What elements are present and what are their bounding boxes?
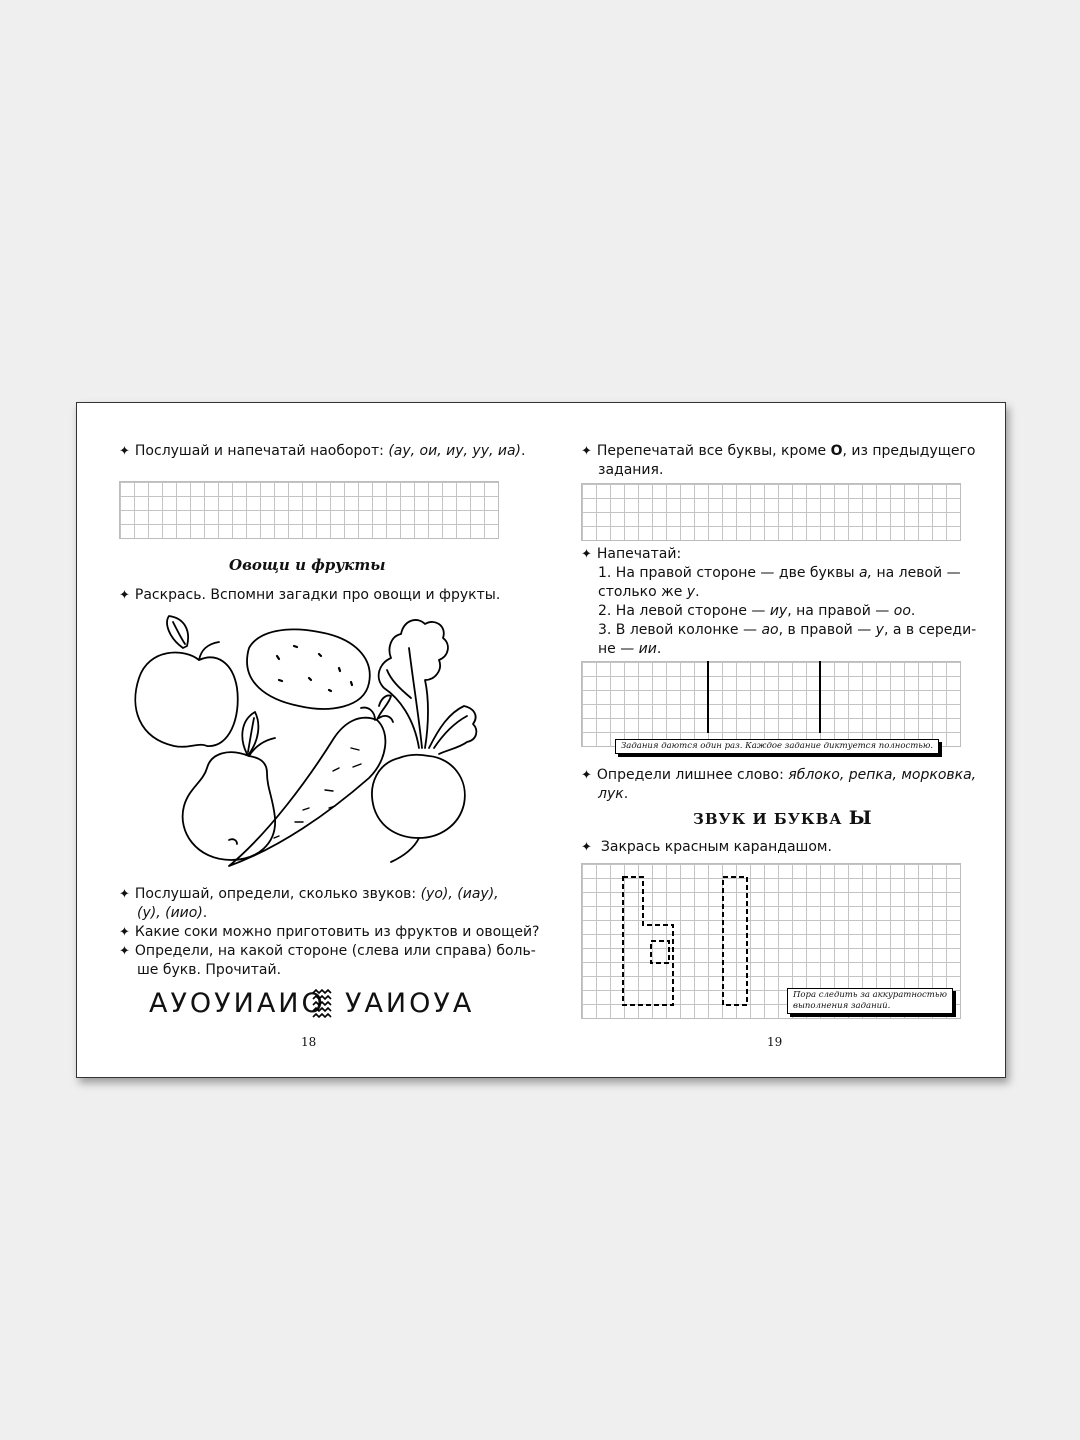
- book-spread: [76, 402, 1006, 1078]
- task-reverse: ✦ Послушай и напечатай наоборот: (ау, ои, иу, уу, иа).: [119, 443, 526, 459]
- answer-grid-columns[interactable]: [581, 661, 961, 747]
- page-number: 18: [301, 1035, 317, 1049]
- four-point-star-icon: ✦: [119, 588, 130, 603]
- right-page: [541, 403, 1005, 1077]
- answer-grid[interactable]: [119, 481, 499, 539]
- letters-right: УАИОУА: [345, 988, 475, 1019]
- task-print-item3: 3. В левой колонке — ао, в правой — у, а в середи-: [598, 622, 977, 638]
- four-point-star-icon: ✦: [119, 444, 130, 459]
- task-print-item3-line2: не — ии.: [598, 641, 662, 657]
- apple-drawing: [135, 653, 237, 747]
- four-point-star-icon: ✦: [581, 444, 592, 459]
- zigzag-divider-icon: [311, 987, 335, 1021]
- teacher-note: Пора следить за аккуратностью выполнения заданий.: [787, 988, 953, 1014]
- task-odd-word-line2: лук.: [598, 786, 629, 802]
- task-sides: ✦ Определи, на какой стороне (слева или справа) боль-: [119, 943, 536, 959]
- vegetables-fruits-illustration: [129, 608, 489, 870]
- task-print-item1: 1. На правой стороне — две буквы а, на левой —: [598, 565, 961, 581]
- four-point-star-icon: ✦: [119, 925, 130, 940]
- task-sides-line2: ше букв. Прочитай.: [137, 962, 282, 978]
- four-point-star-icon: ✦: [581, 768, 592, 783]
- left-page: [77, 403, 541, 1077]
- dashed-letter-y-drawing: [581, 863, 781, 1017]
- teacher-note: Задания даются один раз. Каждое задание диктуется полностью.: [615, 739, 939, 754]
- beet-drawing: [372, 755, 465, 838]
- answer-grid[interactable]: [581, 483, 961, 541]
- four-point-star-icon: ✦: [581, 840, 592, 855]
- task-retype-line2: задания.: [598, 462, 664, 478]
- pear-drawing: [183, 752, 276, 860]
- four-point-star-icon: ✦: [119, 887, 130, 902]
- column-divider: [819, 661, 821, 733]
- four-point-star-icon: ✦: [119, 944, 130, 959]
- task-juices: ✦ Какие соки можно приготовить из фруктов и овощей?: [119, 924, 540, 940]
- task-sounds-line2: (у), (иио).: [137, 905, 208, 921]
- task-print-item1-line2: столько же у.: [598, 584, 700, 600]
- letters-left: АУОУИАИО: [149, 988, 326, 1019]
- section-title: ЗВУК И БУКВА Ы: [693, 807, 873, 829]
- page-number: 19: [767, 1035, 783, 1049]
- four-point-star-icon: ✦: [581, 547, 592, 562]
- carrot-drawing: [229, 718, 385, 866]
- task-print-item2: 2. На левой стороне — иу, на правой — оо.: [598, 603, 916, 619]
- column-divider: [707, 661, 709, 733]
- task-color: ✦ Раскрась. Вспомни загадки про овощи и фрукты.: [119, 587, 501, 603]
- task-print-title: ✦ Напечатай:: [581, 546, 682, 562]
- task-retype: ✦ Перепечатай все буквы, кроме О, из предыдущего: [581, 443, 976, 459]
- task-sounds: ✦ Послушай, определи, сколько звуков: (уо), (иау),: [119, 886, 499, 902]
- task-red: ✦ Закрась красным карандашом.: [581, 839, 832, 855]
- section-title: Овощи и фрукты: [229, 556, 386, 574]
- potato-drawing: [247, 629, 370, 708]
- task-odd-word: ✦ Определи лишнее слово: яблоко, репка, морковка,: [581, 767, 977, 783]
